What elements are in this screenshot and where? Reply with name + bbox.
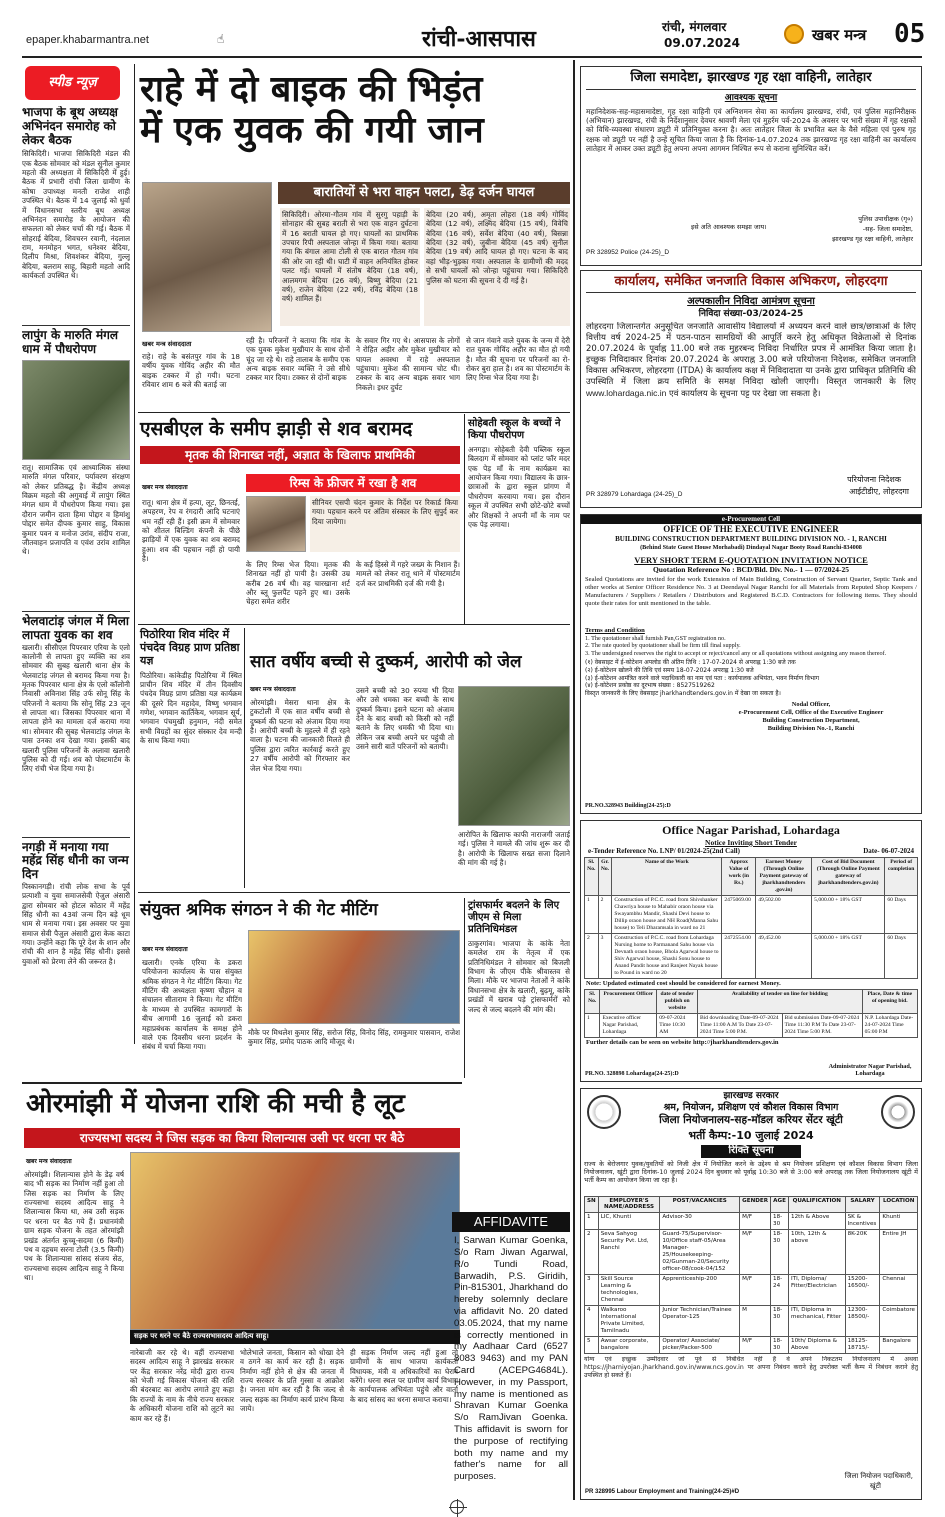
ad-ep-address: (Behind State Guest House Morhabadi) Dindayal Nagar Booty Road Ranchi-834008 bbox=[640, 543, 862, 551]
table-cell: Guard-75/Supervisor-10/Office staff-05/Area Manager-25/Housekeeping-02/Gunman-20/Security officer-08/cook-04/152 bbox=[660, 1230, 740, 1275]
news-body: खलारी। सीसीएल पिपरवार एरिया के एलो कालोनी से लापता हुए व्यक्ति का शव सोमवार की सुबह खलारी थाना क्षेत्र के भेलवाटांड़ जंगल से बरामद किया गया है। मृतक पिपरवार थाना क्षेत्र के एलो कॉलोनी निवासी अविनाश सिंह उर्फ सोनू सिंह के परिजनों ने बताया कि सोनू सिंह 23 जून से लापता था। जिसका पिपरवार थाना में लापता होने का मामला दर्ज कराया गया था। सोमवार की सुबह भेलवाटांड़ जंगल के पास उनका शव देखा गया। इसकी बाद खलारी पुलिस परिजनों के अलावा खलारी पुलिस को दी गई। शव को पोस्टमार्टम के लिए रांची भेज दिया गया है। bbox=[22, 642, 130, 774]
lead-side-right: बेदिया (20 वर्ष), अमृता लोहरा (18 वर्ष) गोविंद बेदिया (12 वर्ष), लक्ष्मिंद बेदिया (15 वर्ष), विवेचि बेदिया (16 वर्ष), सर्वेश बेदिया (40 वर्ष), बिसन्ना बेदिया (32 वर्ष), जुबीना बेदिया (45 वर्ष) सुनील बेदिया (19 वर्ष) आदि घायल हो गए। घटना के बाद वहां भीड़-भुड़का गया। अस्पताल के ग्रामीणों की मदद से सभी घायलों को जोन्हा पहुंचाया गया। सिकिदिरी पुलिस को घटना की सूचना दे दी गई है। bbox=[424, 208, 570, 326]
table-cell: 49,502.00 bbox=[756, 896, 812, 934]
ad-ep-sign: e-Procurement Cell, Office of the Executive Engineer bbox=[738, 708, 884, 716]
table-cell: Walkaroo International Private Limited, Tamilnadu bbox=[598, 1306, 660, 1337]
ad-tribal-body-text: लोहरदगा जिलान्तर्गत अनुसूचित जनजाति आवासीय विद्यालयों में अध्ययन करने वाले छात्र/छात्राओं के लिए वित्तीय वर्ष 2024-25 में पठन-पाठन सामग्रियों की आपूर्ति करने हेतु अधिकृत विक्रेताओं से दिनांक 20.07.2024 के पूर्वाह्न 11.00 बजे तक मुहरबन्द निविदा निर्धारित प्रपत्र में आमंत्रित किया जाता है। इच्छुक निविदाकार दिनांक 20.07.2024 के अपराह्न 3.00 बजे परियोजना निदेशक, समेकित जनजाति विकास अभिकरण, लोहरदगा (ITDA) के कार्यालय कक्ष में निविदादाता या उनके द्वारा प्राधिकृत प्रतिनिधि की उपस्थिति में जिला क्रय समिति के समक्ष निविदा खोली जाएगी। विस्तृत जानकारी के लिए bbox=[586, 322, 916, 388]
cursor-icon: ☝ bbox=[217, 32, 225, 46]
table-header: Sl. No. bbox=[585, 858, 599, 896]
transformer-story bbox=[468, 900, 570, 1239]
table-cell: Coimbatore bbox=[880, 1306, 918, 1337]
lead-headline-line-2: में एक युवक की गयी जान bbox=[140, 108, 484, 151]
table-cell: 10th/ Diploma & Above bbox=[789, 1337, 846, 1354]
ad-eprocurement bbox=[580, 514, 922, 814]
table-cell: ITI, Diploma/ Fitter/Electrician bbox=[789, 1275, 846, 1306]
rape-byline: खबर मन्त्र संवाददाता bbox=[250, 686, 296, 693]
table-cell: 15200-16500/- bbox=[845, 1275, 880, 1306]
table-cell: 3 bbox=[598, 933, 612, 978]
ad-labour-intro: राज्य के बेरोजगार युवक/युवतियों को निजी क्षेत्र में नियोजित करने के उद्देश्य से श्रम नियोजन प्रशिक्षण एवं कौशल विकास विभाग जिला नियोजनालय, खूंटी द्वारा दिनांक-10 जुलाई 2024 दिन बुधवार को पूर्वाह्न 10:30 बजे से 3:00 बजे अपराह्न तक जिला नियोजनालय खूंटी में भर्ती कैम्प का आयोजन किया जा रहा है। bbox=[584, 1159, 918, 1185]
ad-ep-note: (३) ई-कोटेशन आमंत्रित करने वाले पदाधिकारी का नाम एवं पता : कार्यपालक अभियंता, भवन निर्माण विभाग bbox=[585, 674, 820, 682]
ad-tribal bbox=[580, 270, 922, 508]
ad-labour-camp: भर्ती कैम्प:-10 जुलाई 2024 bbox=[688, 1129, 814, 1143]
ad-tribal-body bbox=[586, 322, 916, 464]
table-header: Place, Date & time of opening bid. bbox=[862, 990, 917, 1014]
ad-labour bbox=[580, 1088, 922, 1500]
table-header: Availability of tender on line for bidding bbox=[697, 990, 862, 1014]
table-cell: Bid submission Date-09-07-2024 Time 11:30 P.M To Date 23-07-2024 Time 5:00 P.M. bbox=[782, 1013, 862, 1037]
union-photo bbox=[248, 930, 460, 1024]
lead-body-3: के सवार गिर गए थे। आसपास के लोगों ने रोहित अहीर और मुकेश मुखीयार को घायल अवस्था में राहे अस्पताल पहुंचाया। मुकेश की सामान्य चोट थी। टक्कर के बाद अन्य बाइक सवार भाग निकले। इधर दुर्घट bbox=[356, 336, 460, 392]
school-body: अनगड़ा। सोहेबती देवी पब्लिक स्कूल बिलदाग में सोमवार को प्लांट फॉर मदर एक पेड़ माँ के नाम कार्यक्रम का आयोजन किया गया। विद्यालय के छात्र-छात्राओं के द्वारा स्कूल प्रांगण में पौधरोपण करवाया गया। इस दौरान स्कूल में उपस्थित सभी छोटे-छोटे बच्चों और शिक्षकों ने अपनी माँ के नाम पर एक पेड़ लगाया। bbox=[468, 445, 570, 529]
speed-news-item bbox=[22, 837, 130, 1040]
table-cell: 09-07-2024 Time 10:30 AM bbox=[657, 1013, 698, 1037]
ad-labour-office: जिला नियोजनालय-सह-मॉडल करियर सेंटर खूंटी bbox=[659, 1114, 843, 1127]
ormanjhi-subhead: राज्यसभा सदस्य ने जिस सड़क का किया शिलान्यास उसी पर धरना पर बैठे bbox=[24, 1128, 460, 1148]
ad-ep-notes bbox=[581, 658, 921, 699]
news-body: रातू। सामाजिक एवं आध्यात्मिक संस्था मारुति मंगल परिवार, पर्यावरण संरक्षण को लेकर प्रतिबद्ध है। केंद्रीय अध्यक्ष विक्रम महतो की अगुवाई में लापुंग स्थित मंगल धाम में पौधरोपण किया गया। इस दौरान जमीन दाता हिमा पोद्दार व हिमांशु पोद्दार समेत दीपक कुमार साहु, विकास कुमार पवन व मनोज उरांव, संदीप राजा, जीतवाहन प्रजापति व एवंश उरांव शामिल थे। bbox=[22, 462, 130, 557]
school-headline: सोहेबती स्कूल के बच्चों ने किया पौधरोपण bbox=[468, 418, 561, 441]
page-number: 05 bbox=[894, 19, 926, 49]
table-cell: 1 bbox=[585, 896, 599, 934]
site-url[interactable]: epaper.khabarmantra.net bbox=[26, 34, 149, 46]
affidavit-body: I, Sarwan Kumar Goenka, S/o Ram Jiwan Agarwal, R/o Tundi Road, Barwadih, P.S. Giridih, Pin-815301, Jharkhand do hereby solemnly declare via affidavit No. 20 dated 03.05.2024, that my name is correctly mentioned in my Aadhaar Card (6527 8083 9463) and my PAN Card (ACEPG4684L). However, in my Passport, my name is mentioned as Shravan Kumar Goenka S/o RamJivan Goenka. This affidavit is sworn for the purpose of rectifying both my name and my father's name for all purposes. bbox=[454, 1235, 568, 1483]
ormanjhi-headline: ओरमांझी में योजना राशि की मची है लूट bbox=[26, 1089, 405, 1119]
ad-home-guard bbox=[580, 66, 922, 266]
table-cell: 2475069.00 bbox=[722, 896, 756, 934]
ad-ep-office: OFFICE OF THE EXECUTIVE ENGINEER bbox=[663, 523, 839, 534]
speed-news-item bbox=[22, 611, 130, 833]
table-cell: SK & Incentives bbox=[845, 1213, 880, 1230]
lead-subhead: बारातियों से भरा वाहन पलटा, डेढ़ दर्जन घायल bbox=[278, 182, 570, 204]
ad-np-ref: e-Tender Reference No. LNP/ 01/2024-25(2nd Call) bbox=[588, 847, 740, 856]
table-header: SN bbox=[585, 1196, 599, 1213]
ad-home-guard-sign: पुलिस उपाधीक्षक (गृ०) bbox=[858, 215, 913, 223]
table-cell: 5,000.00 + 18% GST bbox=[812, 896, 885, 934]
table-cell: Construction of P.C.C. road from Shivshanker Chawriya house to Mahabir oraon house via Swayambhu Mandir, Shashi Devi house to Dillip oraon house and NH Road(Manna Sahu house) to Teli Dharamsala in ward no 21 bbox=[612, 896, 722, 934]
affidavit-title: AFFIDAVITE bbox=[452, 1212, 570, 1232]
ad-ep-cell: e-Procurement Cell bbox=[581, 515, 921, 524]
ad-tribal-notice-no: निविदा संख्या-03/2024-25 bbox=[698, 308, 804, 319]
table-cell: 5 bbox=[585, 1337, 599, 1354]
table-row bbox=[585, 1337, 918, 1354]
news-title: नगड़ी में मनाया गया महेंद्र सिंह धौनी का जन्म दिन bbox=[22, 839, 129, 882]
table-header: SALARY bbox=[845, 1196, 880, 1213]
union-byline: खबर मन्त्र संवाददाता bbox=[142, 946, 188, 953]
ormanjhi-caption: सड़क पर धरने पर बैठे राज्यसभासदस्य आदित्य साहू। bbox=[130, 1330, 460, 1344]
table-cell: 60 Days bbox=[885, 896, 918, 934]
ad-np-pr: PR.NO. 328898 Lohardaga(24-25):D bbox=[585, 1070, 679, 1077]
table-cell: Bid downloading Date-09-07-2024 Time 11:00 A.M To Date 23-07-2024 Time 5:00 P.M. bbox=[697, 1013, 782, 1037]
ormanjhi-body-3: भोलेभाले जनता, किसान को धोखा देने व ठगने का कार्य कर रही है। सड़क निर्माण नहीं होने से क्षेत्र की जनता में राज्य सरकार के प्रति गुस्सा व आक्रोश है। जनता मांग कर रही है कि जल्द से जल्द सड़क का निर्माण कार्य प्रारंभ किया जाये। bbox=[240, 1348, 344, 1414]
ad-ep-terms bbox=[581, 635, 921, 658]
ad-labour-camp-sub: रिक्ति सूचना bbox=[701, 1145, 801, 1158]
ad-home-guard-pr: PR 328952 Police (24-25)_D bbox=[586, 249, 670, 256]
sbl-byline: खबर मन्त्र संवाददाता bbox=[142, 484, 188, 491]
registration-mark-icon bbox=[450, 1500, 464, 1514]
lead-photo bbox=[142, 182, 272, 332]
ormanjhi-body-1: ओरमांझी। शिलान्यास होने के डेढ़ वर्ष बाद भी सड़क का निर्माण नहीं हुआ तो जिस सड़क का निर्माण के लिए राज्यसभा सदस्य आदित्य साहू ने शिलान्यास किया था, अब उसी सड़क पर धरना पर बैठ गये हैं। प्रधानमंत्री ग्राम सड़क योजना के तहत ओरमांझी प्रखंड अंतर्गत कुच्चू-सदमा (6 किमी) पथ व दहचम सरना टोली (3.5 किमी) पथ के शिलान्यास सांसद संजय सेठ, राज्यसभा सदस्य आदित्य साहू ने किया था। bbox=[24, 1170, 124, 1282]
table-header: POST/VACANCIES bbox=[660, 1196, 740, 1213]
speed-news-badge: स्पीड न्यूज़ bbox=[25, 66, 120, 100]
ad-labour-sign: खूंटी bbox=[869, 1482, 881, 1491]
union-body-1: खलारी। एनके एरिया के डकरा परियोजना कार्यालय के पास संयुक्त श्रमिक संगठन ने गेट मीटिंग किया। गेट मीटिंग की अध्यक्षता कृष्णा चौहान व संचालन सीताराम ने किया। गेट मीटिंग के माध्यम से उपस्थित कामगारों के बीच आगामी 16 जुलाई को डकरा महाप्रबंधक कार्यालय के समक्ष होने वाले एक दिवसीय धरना प्रदर्शन के संबंध में चर्चा किया गया। bbox=[142, 958, 242, 1052]
union-body-2: मौके पर मिथलेश कुमार सिंह, सरोज सिंह, विनोद सिंह, रामकुमार पासवान, राजेश कुमार सिंह, प्रमोद पाठक आदि मौजूद थे। bbox=[248, 1028, 460, 1047]
sbl-subhead-2: रिम्स के फ्रीजर में रखा है शव bbox=[246, 474, 460, 492]
table-row bbox=[585, 1213, 918, 1230]
table-row bbox=[585, 1013, 918, 1037]
ad-ep-ref: Quotation Reference No : BCD/Bld. Div. No.- 1 — 07/2024-25 bbox=[652, 565, 850, 575]
table-header: Name of the Work bbox=[612, 858, 722, 896]
table-cell: 60 Days bbox=[885, 933, 918, 978]
lead-body-2: रही है। परिजनों ने बताया कि गांव के एक युवक मुकेश मुखीयार के साथ दोनों चूंद जा रहे थे। राहे तालाब के समीप एक अन्य बाइक सवार व्यक्ति ने उसे सीधे टक्कर मार दिया। टक्कर से दोनों बाइक bbox=[246, 336, 350, 383]
ad-tribal-subtitle: अल्पकालीन निविदा आमंत्रण सूचना bbox=[687, 296, 815, 308]
table-cell: M/F bbox=[740, 1275, 771, 1306]
ad-ep-title: VERY SHORT TERM E-QUOTATION INVITATION NOTICE bbox=[634, 554, 868, 565]
rape-body-2: उसने बच्ची को 30 रुपया भी दिया और उसे धमका कर बच्ची के साथ दुष्कर्म किया। इसने घटना को अंजाम देने के बाद बच्ची को किसी को नहीं बताने के लिए धमकी भी दिया था। लेकिन जब बच्ची अपने घर पहुंची तो उसने सारी बातें परिजनों को बतायी। bbox=[356, 686, 454, 752]
table-cell: Seva Sahyog Security Pvt. Ltd, Ranchi bbox=[598, 1230, 660, 1275]
header-city-day: रांची, मंगलवार bbox=[662, 20, 727, 34]
table-cell: M/F bbox=[740, 1337, 771, 1354]
table-header: Cost of Bid Document (Through Online Payment gateway of jharkhandtenders.gov.in) bbox=[812, 858, 885, 896]
ad-home-guard-body: महानिदेशक-सह-महासमादेष्टा, गृह रक्षा वाहिनी एवं अग्निशमन सेवा का कार्यालय झारखण्ड, रांची, एवं पुलिस महानिरीक्षक (अभियान) झारखण्ड, रांची के निर्देशानुसार देवघर श्रावणी मेला एवं मुहर्रम पर्व-2024 के अवसर पर भारी संख्या में गृह रक्षकों को विधि-व्यवस्था संधारण ड्यूटी में प्रतिनियुक्त करना है। अतः लातेहार जिला के प्रभावित बल के वैसे महिला एवं पुरुष गृह रक्षक जो ड्यूटी पर नहीं है उन्हें सूचित किया जाता है कि दिनांक-14.07.2024 तक झारखण्ड गृह रक्षा वाहिनी का कार्यालय लातेहार में आकर उक्त ड्यूटी हेतु अपना अपना आगमन निश्चित रूप से कराना सुनिश्चित करें। bbox=[586, 106, 916, 154]
sbl-body-3: के कई हिस्से में गहरे जख्म के निशान हैं। मामले को लेकर रातू थाने में पोस्टमार्टम दर्ज कर प्राथमिकी दर्ज की गयी है। bbox=[356, 560, 460, 588]
table-cell: 5,000.00 + 18% GST bbox=[812, 933, 885, 978]
table-cell: 2472554.00 bbox=[722, 933, 756, 978]
ad-np-note: Note: Updated estimated cost should be considered for earnest Money. bbox=[586, 979, 781, 987]
table-cell: M/F bbox=[740, 1230, 771, 1275]
table-cell: Awsar corporate, bangalore bbox=[598, 1337, 660, 1354]
news-body: सिकिदिरी। भाजपा सिकिदिरी मंडल की एक बैठक सोमवार को मंडल सुनील कुमार महतो की अध्यक्षता में सिकिदिरी में हुई। बैठक में प्रभारी रांची जिला ग्रामीण के कोषा उपाध्यक्ष मनती राजेश शाही उपस्थित थे। बैठक में 14 जुलाई को धुर्वा में विधानसभा स्तरीय बूथ अध्यक्ष अभिनंदन समारोह के आयोजन की सफलता को लेकर चर्चा की गई। बैठक में सोहराई बेदिया, शिवचरन रवानी, नंदलाल राम, मनमोहन भगत, धनेश्वर बेदिया, दिलीप मिश्रा, शिवशंकर बेदिया, गुल्लू बेदिया, बलराम साहू, बिहारी महतो आदि कार्यकर्ता उपस्थित थे। bbox=[22, 149, 130, 281]
ad-ep-note: (४) ई-कोटेशन प्रकोष्ठ का दूरभाष संख्या : 8527519262 bbox=[585, 682, 715, 690]
section-title: रांची-आसपास bbox=[422, 26, 536, 52]
rape-headline: सात वर्षीय बच्ची से दुष्कर्म, आरोपी को जेल bbox=[250, 652, 522, 672]
temple-body: पिठोरिया। कांकेडीह पिठोरिया में स्थित प्राचीन शिव मंदिर में तीन दिवसीय पंचदेव विग्रह प्राण प्रतिष्ठा यज्ञ कार्यक्रम की दूसरे दिन महादेव, विष्णु भगवान गणेश, भगवान कार्तिकेय, भगवान सूर्य, भगवान पंचमुखी हनुमान, नंदी समेत सभी विग्रहों का सुंदर संस्कार देव मन्दी के साथ किया गया। bbox=[140, 670, 242, 746]
table-cell: 18125-18715/- bbox=[845, 1337, 880, 1354]
ad-ep-term: 1. The quotationer shall furnish Pan,GST registration no. bbox=[585, 634, 726, 642]
ad-labour-pr: PR 328995 Labour Employment and Training(24-25)#D bbox=[585, 1488, 740, 1495]
transformer-body: ठाकुरगांव। भाजपा के कांके नेता कमलेश राम के नेतृत्व में एक प्रतिनिधिमंडल ने सोमवार को बिजली विभाग के जीएम पीके श्रीवास्तव से मिला। मौके पर भाजपा नेताओं ने कांके विधानसभा क्षेत्र के खलारी, बुढ़मू, कांके प्रखंडों में खराब पड़े ट्रांसफार्मरों को जल्द से जल्द बदलने की मांग की। bbox=[468, 939, 570, 1014]
table-cell: Skill Source Learning & technologies, Chennai bbox=[598, 1275, 660, 1306]
jharkhand-emblem-icon bbox=[587, 1095, 621, 1129]
ad-tribal-website-link[interactable]: www.lohardaga.nic.in bbox=[586, 388, 667, 399]
ad-ep-terms-title: Terms and Condition bbox=[585, 626, 645, 634]
news-body: पिस्कानगड़ी। रांची लोक सभा के पूर्व प्रत्याशी व युवा समाजसेवी ऐजुल अंसारी द्वारा सोमवार को होटल कोठार में महेंद्र सिंह धौनी का 43वां जन्म दिन बड़े धूम धाम से मनाया गया। इस अवसर पर युवा समाज सेवी पैजुल अंसारी द्वारा केक काटा गया। उन्होंने कहा कि पूरे देश के शान और रांची की शान है महेंद्र सिंह धौनी। इससे युवाओं को प्रेरणा लेने की जरूरत है। bbox=[22, 881, 130, 966]
ad-labour-table bbox=[584, 1196, 918, 1355]
sbl-caption: सीनियर एसपी चंदन कुमार के निर्देश पर रिकार्ड किया गया। पहचान करने पर अंतिम संस्कार के लिए सुपुर्द कर दिया जायेगा। bbox=[310, 496, 460, 552]
table-cell: M bbox=[740, 1306, 771, 1337]
ad-tribal-body-end: एवं कार्यालय के सूचना पट्ट पर देखा जा सकता है। bbox=[669, 389, 821, 400]
sbl-subhead-1: मृतक की शिनाख्त नहीं, अज्ञात के खिलाफ प्राथमिकी bbox=[140, 446, 460, 464]
school-story bbox=[468, 418, 570, 605]
table-row bbox=[585, 1230, 918, 1275]
ad-home-guard-sign: झारखण्ड गृह रक्षा वाहिनी, लातेहार bbox=[832, 235, 913, 243]
speed-news-item bbox=[22, 325, 130, 607]
ad-home-guard-closing: इसे अति आवश्यक समझा जाय। bbox=[691, 223, 767, 231]
ad-np-table-2 bbox=[584, 989, 918, 1038]
ad-ep-note: (१) वेबसाइट में ई-कोटेशन अपलोड की अंतिम तिथि : 17-07-2024 से अपराह्न 1:30 बजे तक bbox=[585, 658, 796, 666]
brand-name: खबर मन्त्र bbox=[812, 26, 867, 44]
ashoka-emblem-icon bbox=[881, 1095, 915, 1129]
lead-headline-line-1: राहे में दो बाइक की भिड़ंत bbox=[140, 68, 483, 110]
ad-np-title: Office Nagar Parishad, Lohardaga bbox=[662, 823, 840, 837]
ad-np-footer: Further details can be seen on website http://jharkhandtenders.gov.in bbox=[586, 1038, 779, 1046]
sbl-body-2: के लिए रिम्स भेज दिया। मृतक की शिनाख्त नहीं हो पायी है। उसकी उम्र करीब 26 वर्ष थी। वह चारखाना शर्ट और ब्लू फुलपैंट पहने हुए था। उसके चेहरा समेत शरीर bbox=[246, 560, 350, 607]
table-row bbox=[585, 933, 918, 978]
sbl-photo bbox=[246, 496, 306, 552]
table-header: AGE bbox=[771, 1196, 789, 1213]
news-title: लापुंग के मारुति मंगल धाम में पौधरोपण bbox=[22, 328, 119, 357]
table-cell: 4 bbox=[585, 1306, 599, 1337]
ormanjhi-body-2: नारेबाजी कर रहे थे। वहीं राज्यसभा सदस्य आदित्य साहू ने झारखंड सरकार पर केंद्र सरकार नरेंद्र मोदी द्वारा राज्य को भेजी गई विकास योजना की राशि की बंदरबाट का आरोप लगाते हुए कहा कि राज्यों के नाम के नीचे राज्य सरकार के अधिकारी योजना राशि को लूटने का काम कर रहे हैं। bbox=[130, 1348, 234, 1423]
table-cell: 49,452.00 bbox=[756, 933, 812, 978]
table-header: date of tender publish on website bbox=[657, 990, 698, 1014]
table-header: LOCATION bbox=[880, 1196, 918, 1213]
table-header: Gr. No. bbox=[598, 858, 612, 896]
table-cell: 18-30 bbox=[771, 1306, 789, 1337]
ad-ep-term: 3. The undersigned reserves the right to accept or reject/cancel any or all quotations without assigning any reason thereof. bbox=[585, 650, 887, 658]
table-cell: 18-24 bbox=[771, 1275, 789, 1306]
ad-ep-pr: PR.NO.328943 Building(24-25):D bbox=[585, 802, 671, 809]
table-header: EMPLOYER'S NAME/ADDRESS bbox=[598, 1196, 660, 1213]
table-cell: Khunti bbox=[880, 1213, 918, 1230]
speed-news-item bbox=[22, 106, 130, 319]
news-title: भाजपा के बूथ अध्यक्ष अभिनंदन समारोह को लेकर बैठक bbox=[22, 106, 118, 147]
affidavit-box bbox=[452, 1212, 570, 1500]
ad-ep-note: (२) ई-कोटेशन खोलने की तिथि एवं समय 18-07-2024 अपराह्न 1:30 बजे bbox=[585, 666, 754, 674]
ad-tribal-pr: PR 328979 Lohardaga (24-25)_D bbox=[586, 491, 683, 498]
ad-np-sign: Administrator Nagar Parishad, Lohardaga bbox=[828, 1062, 912, 1078]
masthead bbox=[22, 14, 926, 58]
table-cell: 2 bbox=[585, 1230, 599, 1275]
table-cell: Bangalore bbox=[880, 1337, 918, 1354]
table-cell: Advisor-30 bbox=[660, 1213, 740, 1230]
lead-byline: खबर मन्त्र संवाददाता bbox=[142, 340, 192, 348]
sbl-headline: एसबीएल के समीप झाड़ी से शव बरामद bbox=[140, 418, 413, 440]
table-header: Procurement Officer bbox=[600, 990, 657, 1014]
ad-ep-sign: Building Division No.-1, Ranchi bbox=[767, 724, 855, 732]
table-cell: Chennai bbox=[880, 1275, 918, 1306]
temple-story bbox=[140, 628, 242, 886]
table-row bbox=[585, 1275, 918, 1306]
ad-ep-term: 2. The rate quoted by quotationer shall be firm till final supply. bbox=[585, 642, 741, 650]
table-cell: 3 bbox=[585, 1275, 599, 1306]
transformer-headline: ट्रांसफार्मर बदलने के लिए जीएम से मिला प्रतिनिधिमंडल bbox=[468, 900, 560, 935]
table-cell: 18-30 bbox=[771, 1213, 789, 1230]
sbl-body-1: रातू। थाना क्षेत्र में हत्या, लूट, छिनतई, अपहरण, रेप व रंगदारी आदि घटनाएं थम नहीं रही हैं। इसी क्रम में सोमवार को शीतल बिल्डिंग कंपनी के पीछे झाड़ियों में एक युवक का शव बरामद हुआ। शव की पहचान नहीं हो पायी है। bbox=[142, 498, 240, 564]
speed-news-column bbox=[22, 106, 130, 1040]
table-cell: Construction of P.C.C. road from Lohardaga Nursing home to Parmanand Sahu house via Devnath oraon house, Bhola Agarwal house to Shiv Agarwal house, Shashi Sonu house to Anand Pandit house and Ranjeet Nayak house to Pound in ward no 20 bbox=[612, 933, 722, 978]
table-header: QUALIFICATION bbox=[789, 1196, 846, 1213]
ad-labour-sign: जिला नियोजन पदाधिकारी, bbox=[844, 1472, 913, 1481]
header-date: 09.07.2024 bbox=[664, 36, 740, 50]
ad-np-subtitle: Notice Inviting Short Tender bbox=[705, 838, 797, 847]
lead-headline bbox=[140, 70, 570, 151]
table-cell: Operator/ Associate/ picker/Packer-500 bbox=[660, 1337, 740, 1354]
ad-home-guard-title: जिला समादेष्टा, झारखण्ड गृह रक्षा वाहिनी, लातेहार bbox=[586, 70, 916, 90]
ad-tribal-sign: परियोजना निदेशक bbox=[847, 475, 901, 484]
news-title: भेलवाटांड़ जंगल में मिला लापता युवक का शव bbox=[22, 613, 129, 642]
ormanjhi-photo bbox=[130, 1152, 460, 1330]
rape-body-3: आरोपित के खिलाफ काफी नाराजगी जताई गई। पुलिस ने मामले की जांच शुरू कर दी है। आरोपी के खिलाफ सख्त सजा दिलाने की मांग की गई है। bbox=[458, 830, 570, 868]
table-cell: LIC, Khunti bbox=[598, 1213, 660, 1230]
table-cell: 18-30 bbox=[771, 1230, 789, 1275]
table-cell: 1 bbox=[585, 1213, 599, 1230]
ad-ep-signature bbox=[701, 701, 921, 733]
table-row bbox=[585, 1306, 918, 1337]
table-cell: 2 bbox=[585, 933, 599, 978]
ormanjhi-body-4: ही सड़क निर्माण जल्द नहीं हुआ तो ग्रामीणों के साथ भाजपा कार्यकर्ता विधायक, मंत्री व अधिकारियों का घेराव करेंगे। धरना स्थल पर ग्रामीण कार्य विभाग के कार्यपालक अभियंता पहुंचे और वार्ता के बाद सांसद का धरना समाप्त कराया। bbox=[350, 1348, 458, 1404]
table-header: Approx Value of work (in Rs.) bbox=[722, 858, 756, 896]
table-cell: Junior Technician/Trainee Operator-125 bbox=[660, 1306, 740, 1337]
ad-labour-dept: श्रम, नियोजन, प्रशिक्षण एवं कौशल विकास विभाग bbox=[663, 1102, 839, 1114]
ad-ep-note: विस्तृत जानकारी के लिए वेबसाइट jharkhandtenders.gov.in में देखा जा सकता है। bbox=[585, 690, 781, 698]
ad-ep-sign: Building Construction Department, bbox=[762, 716, 860, 724]
ad-home-guard-subtitle: आवश्यक सूचना bbox=[724, 93, 778, 104]
ad-home-guard-sign: -सह- जिला समादेष्टा, bbox=[862, 225, 913, 233]
table-header: Period of completion bbox=[885, 858, 918, 896]
table-header: Sl. No. bbox=[585, 990, 600, 1014]
rape-photo bbox=[458, 686, 570, 826]
table-cell: 18-30 bbox=[771, 1337, 789, 1354]
ad-labour-gov: झारखण्ड सरकार bbox=[723, 1091, 779, 1101]
ad-nagar-parishad bbox=[580, 820, 922, 1082]
table-cell: 2 bbox=[598, 896, 612, 934]
lead-body-1: राहे। राहे के बसंतपुर गांव के 18 वर्षीय युवक गोविंद अहीर की मौत बाइक टक्कर में हो गयी। घटना रविवार शाम 6 बजे की बताई जा bbox=[142, 352, 240, 390]
ad-ep-division: BUILDING CONSTRUCTION DEPARTMENT BUILDING DIVISION NO. - 1, RANCHI bbox=[615, 535, 887, 543]
brand-logo bbox=[784, 24, 804, 44]
union-headline: संयुक्त श्रमिक संगठन ने की गेट मीटिंग bbox=[140, 900, 378, 920]
ormanjhi-byline: खबर मन्त्र संवाददाता bbox=[26, 1158, 72, 1165]
rape-body-1: ओरमांझी। मेसरा थाना क्षेत्र के टुकटोली में एक सात वर्षीय बच्ची से दुष्कर्म की घटना को अंजाम दिया गया है। आरोपी बच्ची के मुहल्ले में ही रहने वाला है। घटना की जानकारी मिलते ही पुलिस द्वारा त्वरित कार्रवाई करते हुए 27 वर्षीय आरोपी को गिरफ्तार कर जेल भेज दिया गया। bbox=[250, 698, 350, 773]
ad-tribal-title: कार्यालय, समेकित जनजाति विकास अभिकरण, लोहरदगा bbox=[586, 274, 916, 293]
ad-tribal-sign: आईटीडीए, लोहरदगा bbox=[849, 487, 909, 496]
ad-np-table bbox=[584, 857, 918, 979]
table-cell: N.P. Lohardaga Date- 24-07-2024 Time 05:00 P.M bbox=[862, 1013, 917, 1037]
table-header: GENDER bbox=[740, 1196, 771, 1213]
lead-side-left: सिकिदिरी। ओरमा-गौतम गांव में सुरगु पहाड़ी के सोनाहार की सुबह बराती से भरा एक वाहन दुर्घटना में 16 बराती घायल हो गए। घायलों का प्राथमिक उपचार रिपी अस्पताल जोन्हा में किया गया। बताया गया कि बंगाल आमा टोली से एक बारात गौतम गांव की ओर जा रही थी। घाटी में वाहन अनियंत्रित होकर पलट गई। घायलों में संतोष बेदिया (18 वर्ष), आलमगम बेदिया (26 वर्ष), बिष्णु बेदिया (21 वर्ष), राजेन बेदिया (22 वर्ष), रविंद्र बेदिया (18 वर्ष) शामिल हैं। bbox=[280, 208, 420, 326]
table-cell: ITI, Diploma in mechanical, Fitter bbox=[789, 1306, 846, 1337]
ad-labour-footer: योग्य एवं इच्छुक उम्मीदवार जो पूर्व से निबंधित नहीं है वे अपने निकटतम नियोजनालय में अथवा https://jharniyojan.jharkhand.gov.in/www.ncs.gov.in पर अपना निबंधन कराने हेतु उपरोक्त भर्ती कैम्प में निबंधन कराने हेतु उपस्थित हो सकते हैं। bbox=[584, 1356, 918, 1380]
table-cell: 1 bbox=[585, 1013, 600, 1037]
table-cell: Entire JH bbox=[880, 1230, 918, 1275]
table-cell: M/F bbox=[740, 1213, 771, 1230]
lead-body-4: से जान गंवाने वाले युवक के जन्म में देरी रात युवक गोविंद अहीर का मौत हो गयी है। मौत की सूचना पर परिजनों का रो-रोकर बुरा हाल है। शव का पोस्टमार्टम के लिए रिम्स भेज दिया गया है। bbox=[466, 336, 570, 383]
table-cell: 8K-20K bbox=[845, 1230, 880, 1275]
ad-ep-sign: Nodal Officer, bbox=[791, 700, 831, 708]
temple-headline: पिठोरिया शिव मंदिर में पंचदेव विग्रह प्राण प्रतिष्ठा यज्ञ bbox=[140, 628, 240, 668]
table-cell: 12th & Above bbox=[789, 1213, 846, 1230]
ad-ep-body: Sealed Quotations are invited for the work Extension of Main Building, Construction of Servant Quarter, Septic Tank and other works at Senior Officer Residence No. 3 at Deendayal Nagar Ranchi for all Materials from Reputed Shop Keepers / Manufacturers / Suppliers / Retailers / Distributors and Registered B.C.D. Contractors for following items. They should quote their rates for unit mentioned in the table. bbox=[585, 575, 917, 608]
table-cell: 12300-18500/- bbox=[845, 1306, 880, 1337]
table-cell: 10th, 12th & above bbox=[789, 1230, 846, 1275]
table-cell: Apprenticeship-200 bbox=[660, 1275, 740, 1306]
table-cell: Executive officer Nagar Parishad, Lohardaga bbox=[600, 1013, 657, 1037]
ad-np-date: Date- 06-07-2024 bbox=[863, 847, 914, 856]
table-row bbox=[585, 896, 918, 934]
table-header: Earnest Money (Through Online Payment gateway of jharkhandtenders .gov.in) bbox=[756, 858, 812, 896]
news-photo bbox=[22, 360, 130, 460]
